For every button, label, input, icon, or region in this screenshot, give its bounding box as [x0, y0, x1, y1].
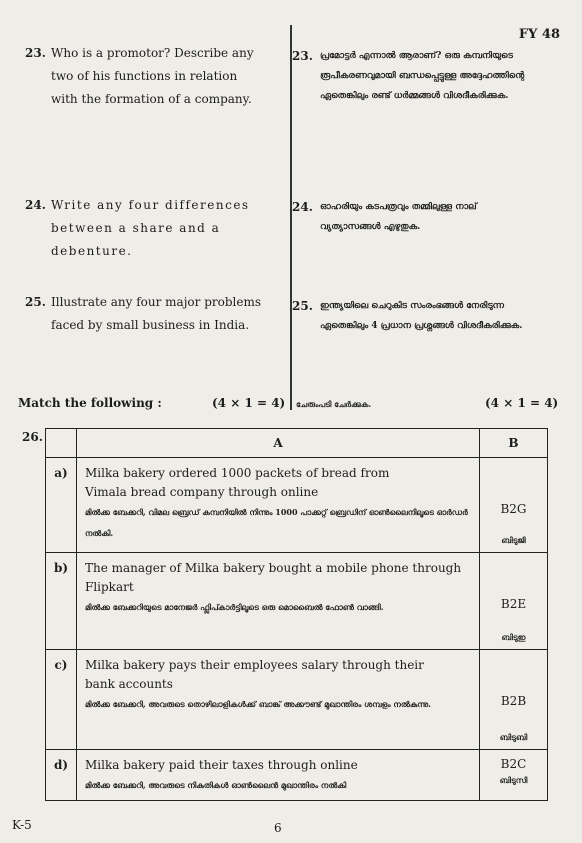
row-text-malayalam: മിൽക്ക ബേക്കറിയുടെ മാനേജർ ഫ്ലിപ്കാർട്ടിലൂടെ ഒരു മൊബൈൽ ഫോൺ വാങ്ങി. [85, 602, 384, 612]
match-instruction-english: Match the following : [18, 396, 162, 410]
question-25-malayalam [292, 296, 530, 336]
footer-code: K-5 [12, 818, 32, 832]
match-marks-english: (4 × 1 = 4) [212, 396, 286, 410]
question-number: 24. [292, 200, 313, 214]
table-header-row [46, 429, 548, 458]
question-23-english [25, 42, 261, 111]
column-b-malayalam: ബിടുസി [499, 775, 528, 785]
row-label: c) [46, 650, 77, 750]
question-text: ഓഹരിയും കടപത്രവും തമ്മിലുള്ള നാല് വ്യത്യാസങ്ങൾ എഴുതുക. [320, 202, 477, 232]
column-b-malayalam: ബിടുഇ [501, 632, 526, 642]
row-column-b [480, 553, 548, 650]
row-description [77, 750, 480, 801]
table-row [46, 650, 548, 750]
row-column-b [480, 458, 548, 553]
question-24-malayalam [292, 197, 530, 237]
column-b-code: B2G [500, 502, 527, 516]
row-label: d) [46, 750, 77, 801]
question-24-english [25, 194, 261, 263]
paper-code: FY 48 [518, 27, 560, 42]
row-text-malayalam: മിൽക്ക ബേക്കറി, വിമല ബ്രെഡ് കമ്പനിയിൽ നിന്നും 1000 പാക്കറ്റ് ബ്രെഡിന് ഓൺലൈനിലൂടെ ഓർഡർ നൽകി. [85, 507, 468, 538]
row-description [77, 650, 480, 750]
row-text-english: Milka bakery ordered 1000 packets of bread from Vimala bread company through online [85, 466, 390, 499]
table-row [46, 750, 548, 801]
column-b-code: B2B [500, 694, 527, 708]
question-text: Illustrate any four major problems faced by small business in India. [51, 295, 262, 332]
question-number: 25. [25, 295, 46, 309]
page-number: 6 [274, 821, 282, 835]
match-instruction-malayalam: ചേരുംപടി ചേർക്കുക. [296, 399, 372, 409]
question-text: പ്രമോട്ടർ എന്നാൽ ആരാണ്? ഒരു കമ്പനിയുടെ രൂപീകരണവുമായി ബന്ധപ്പെട്ടുള്ള അദ്ദേഹത്തിന്റെ ഏതെങ്കിലും രണ്ട് ധർമ്മങ്ങൾ വിശദീകരിക്കുക. [320, 51, 525, 101]
question-26-number: 26. [22, 430, 43, 444]
row-description [77, 458, 480, 553]
question-23-malayalam [292, 46, 530, 106]
match-table [45, 428, 548, 801]
row-text-malayalam: മിൽക്ക ബേക്കറി, അവരുടെ തൊഴിലാളികൾക്ക് ബാങ്ക് അക്കൗണ്ട് മുഖാന്തിരം ശമ്പളം നൽകുന്നു. [85, 699, 431, 709]
row-text-english: Milka bakery paid their taxes through online [85, 758, 358, 772]
row-label: a) [46, 458, 77, 553]
question-text: Write any four differences between a share and a debenture. [51, 198, 250, 258]
row-text-english: Milka bakery pays their employees salary through their bank accounts [85, 658, 424, 691]
row-column-b [480, 750, 548, 801]
question-number: 23. [25, 46, 46, 60]
question-number: 23. [292, 49, 313, 63]
column-b-malayalam: ബിടുജി [501, 535, 526, 545]
row-text-malayalam: മിൽക്ക ബേക്കറി, അവരുടെ നികുതികൾ ഓൺലൈൻ മുഖാന്തിരം നൽകി [85, 780, 347, 790]
column-divider [290, 25, 292, 410]
row-column-b [480, 650, 548, 750]
table-row [46, 458, 548, 553]
table-row [46, 553, 548, 650]
question-text: Who is a promotor? Describe any two of his functions in relation with the formation of a company. [51, 46, 254, 106]
header-column-b: B [480, 429, 548, 458]
match-marks-malayalam: (4 × 1 = 4) [485, 396, 559, 410]
question-number: 24. [25, 198, 46, 212]
column-b-code: B2E [500, 597, 527, 611]
question-number: 25. [292, 299, 313, 313]
row-text-english: The manager of Milka bakery bought a mobile phone through Flipkart [85, 561, 462, 594]
question-text: ഇന്ത്യയിലെ ചെറുകിട സംരംഭങ്ങൾ നേരിടുന്ന ഏതെങ്കിലും 4 പ്രധാന പ്രശ്നങ്ങൾ വിശദീകരിക്കുക. [320, 301, 523, 331]
row-description [77, 553, 480, 650]
header-blank [46, 429, 77, 458]
question-25-english [25, 291, 262, 337]
header-column-a: A [77, 429, 480, 458]
column-b-malayalam: ബിടുബി [499, 732, 528, 742]
row-label: b) [46, 553, 77, 650]
column-b-code: B2C [500, 757, 527, 771]
